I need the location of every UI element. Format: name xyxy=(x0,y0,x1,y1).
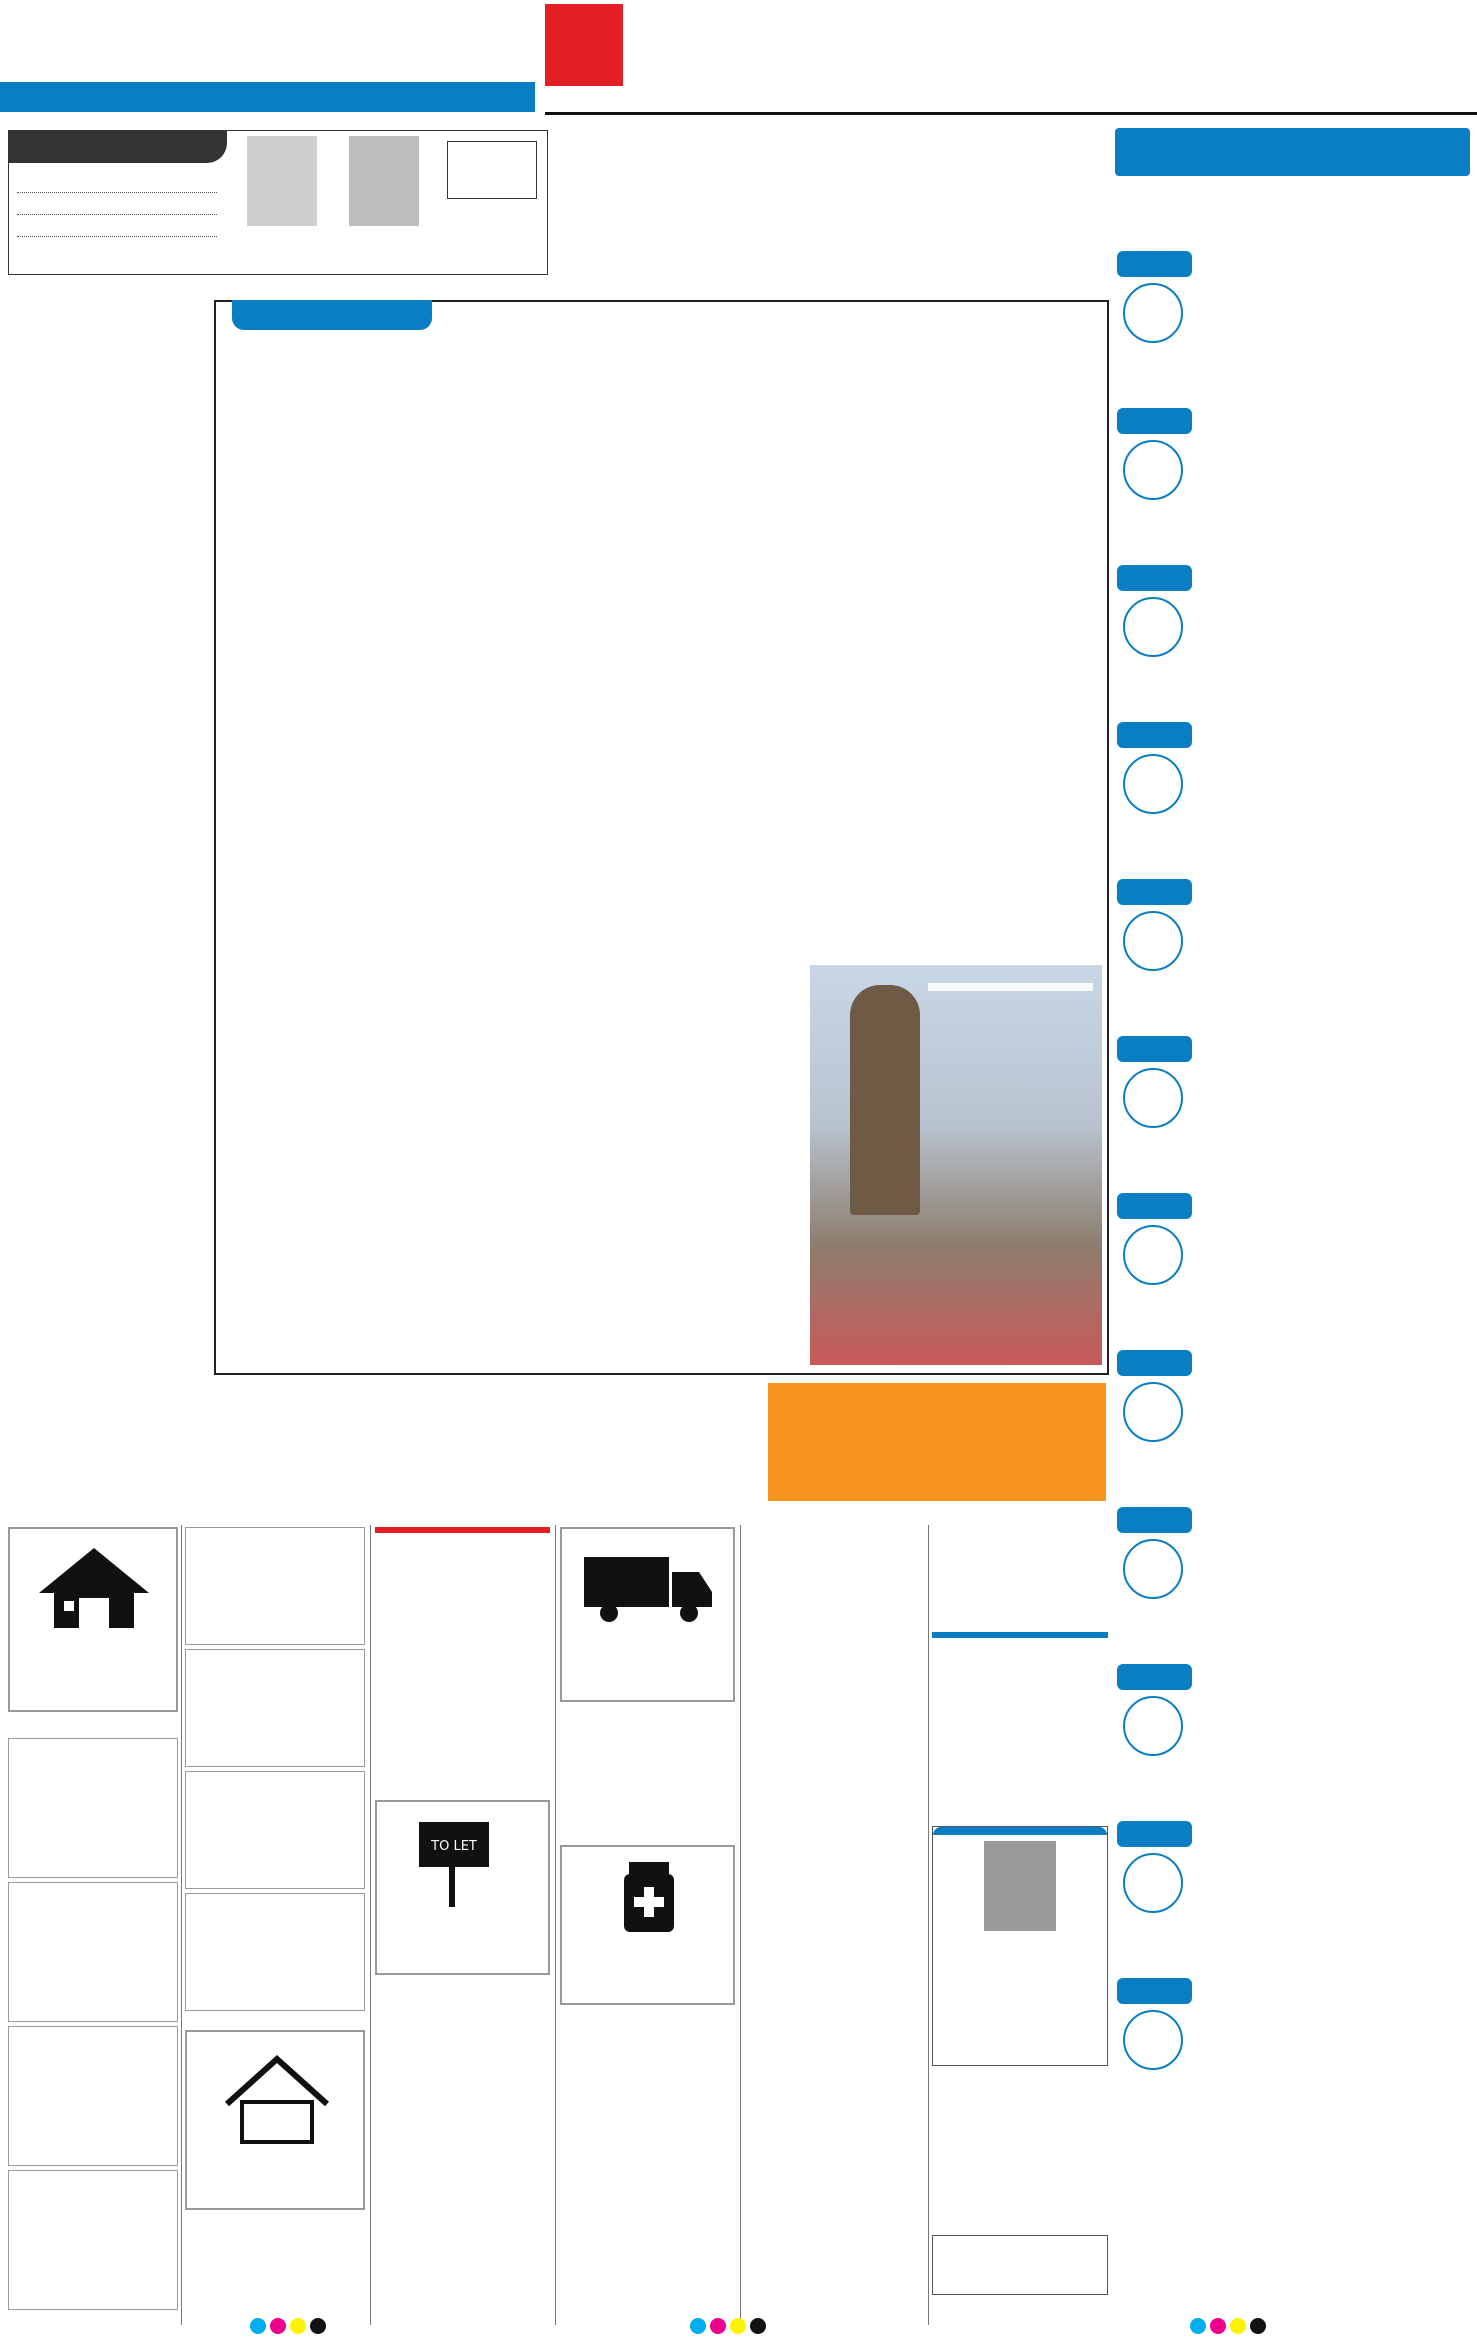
affidavit-header xyxy=(932,1632,1108,1638)
classified-ad xyxy=(185,1527,365,1645)
email-box xyxy=(932,2235,1108,2295)
rashi-text xyxy=(1199,223,1469,371)
reg-mark xyxy=(1250,2318,1266,2334)
reader-notice xyxy=(932,2072,1108,2222)
rashi-sign-label xyxy=(1117,1664,1192,1690)
print-marks-left xyxy=(250,2318,330,2338)
packers-tile xyxy=(560,1527,735,1702)
front-cont-col1 xyxy=(228,338,528,1368)
rashi-item xyxy=(1115,1793,1470,1943)
rashi-sign-label xyxy=(1117,408,1192,434)
zodiac-icon xyxy=(1123,597,1183,657)
rashi-item xyxy=(1115,1008,1470,1158)
reg-mark xyxy=(1230,2318,1246,2334)
rashi-text xyxy=(1199,1793,1469,1941)
rashi-item xyxy=(1115,1479,1470,1629)
rashi-item xyxy=(1115,1165,1470,1315)
general-sale-header xyxy=(375,1527,550,1533)
zodiac-icon xyxy=(1123,1853,1183,1913)
eclipse-col2 xyxy=(796,164,1026,304)
medicine-icon xyxy=(604,1857,694,1937)
section-name xyxy=(1270,10,1284,68)
rashi-text xyxy=(1199,1322,1469,1470)
masthead xyxy=(0,0,1477,135)
kid-photo-1 xyxy=(247,136,317,226)
rashi-sign-label xyxy=(1117,1036,1192,1062)
reg-mark xyxy=(690,2318,706,2334)
winter-massage-ad xyxy=(932,1527,1108,1627)
rashi-sign-label xyxy=(1117,1978,1192,2004)
reg-mark xyxy=(710,2318,726,2334)
col4-text-1 xyxy=(810,308,1100,598)
rashi-item xyxy=(1115,851,1470,1001)
rashi-item xyxy=(1115,1636,1470,1786)
rashi-text xyxy=(1199,1008,1469,1156)
general-ad-2 xyxy=(375,1695,550,1795)
general-ad-3 xyxy=(375,1980,550,2250)
statue-caption xyxy=(928,983,1093,991)
zodiac-icon xyxy=(1123,440,1183,500)
ads-column-5 xyxy=(745,1527,925,2322)
birthday-fields xyxy=(17,171,217,237)
zodiac-icon xyxy=(1123,283,1183,343)
classified-ad xyxy=(8,1882,178,2022)
rashi-text xyxy=(1199,1165,1469,1313)
classified-ad xyxy=(8,1738,178,1878)
rashi-item xyxy=(1115,694,1470,844)
rashi-text xyxy=(1199,1950,1469,2098)
classified-ad xyxy=(8,2026,178,2166)
rashi-text xyxy=(1199,1479,1469,1627)
reg-mark xyxy=(730,2318,746,2334)
rashi-sign-label xyxy=(1117,1507,1192,1533)
divider xyxy=(370,1525,371,2325)
divider xyxy=(740,1525,741,2325)
rashi-sign-label xyxy=(1117,565,1192,591)
general-ad-1 xyxy=(375,1580,550,1690)
mid-text-1 xyxy=(538,308,800,768)
photo-note-box xyxy=(447,141,537,199)
front-cont-col2 xyxy=(538,308,800,1368)
rashi-sign-label xyxy=(1117,879,1192,905)
to-let-tile xyxy=(375,1800,550,1975)
classifieds-banner xyxy=(8,1383,1108,1508)
accident-story xyxy=(8,285,208,1370)
front-cont-banner xyxy=(232,300,432,330)
rashi-text xyxy=(1199,694,1469,842)
birthday-form-title xyxy=(9,131,227,163)
svg-text:TO LET: TO LET xyxy=(431,1839,477,1854)
accident-body xyxy=(8,307,208,1197)
reg-mark xyxy=(1210,2318,1226,2334)
everyday-box xyxy=(768,1383,1106,1501)
mid-text-2 xyxy=(538,778,800,1158)
fact-box xyxy=(545,4,623,86)
rashifal-header xyxy=(1115,128,1470,176)
rashi-sign-label xyxy=(1117,1193,1192,1219)
rashi-sign-label xyxy=(1117,1821,1192,1847)
print-marks-mid xyxy=(690,2318,770,2338)
zodiac-icon xyxy=(1123,1382,1183,1442)
affidavit-ad xyxy=(932,1662,1108,1822)
rashi-sign-label xyxy=(1117,1350,1192,1376)
rashi-text xyxy=(1199,537,1469,685)
reg-mark xyxy=(310,2318,326,2334)
divider xyxy=(928,1525,929,2325)
rashi-sign-label xyxy=(1117,722,1192,748)
rashi-item xyxy=(1115,1322,1470,1472)
rashi-sign-label xyxy=(1117,251,1192,277)
dateline-bar xyxy=(0,82,535,112)
zodiac-icon xyxy=(1123,911,1183,971)
zodiac-icon xyxy=(1123,1696,1183,1756)
construction-tile xyxy=(185,2030,365,2210)
rashi-text xyxy=(1199,1636,1469,1784)
statue-shape xyxy=(850,985,920,1215)
healthcare-tile xyxy=(560,1845,735,2005)
rashi-item xyxy=(1115,223,1470,373)
divider xyxy=(181,1525,182,2325)
construction-ad xyxy=(185,2215,365,2323)
front-cont-col3 xyxy=(810,308,1100,968)
masthead-rule xyxy=(545,112,1477,115)
real-estate-tile xyxy=(8,1527,178,1712)
kid-photo-2 xyxy=(349,136,419,226)
phone-text xyxy=(228,344,528,764)
packers-ad xyxy=(560,1710,735,1840)
rashi-item xyxy=(1115,380,1470,530)
construction-icon xyxy=(217,2044,337,2144)
birthday-form xyxy=(8,130,548,275)
ads-column-2 xyxy=(185,1527,365,2022)
reg-mark xyxy=(270,2318,286,2334)
reg-mark xyxy=(1190,2318,1206,2334)
classified-ad xyxy=(185,1893,365,2011)
birthday-ad-photo xyxy=(984,1841,1056,1931)
classified-ad xyxy=(185,1649,365,1767)
classified-ad xyxy=(185,1771,365,1889)
reg-mark xyxy=(290,2318,306,2334)
rashifal xyxy=(1115,118,1477,2318)
house-icon xyxy=(34,1543,154,1633)
zodiac-icon xyxy=(1123,1539,1183,1599)
eclipse-headline xyxy=(560,118,1110,124)
rashi-text xyxy=(1199,380,1469,528)
ads-column-1 xyxy=(8,1738,178,2323)
zodiac-icon xyxy=(1123,2010,1183,2070)
birthday-ad-title xyxy=(933,1827,1107,1835)
print-marks-right xyxy=(1190,2318,1270,2338)
reg-mark xyxy=(250,2318,266,2334)
reg-mark xyxy=(750,2318,766,2334)
to-let-sign-icon xyxy=(409,1812,519,1912)
zodiac-icon xyxy=(1123,1068,1183,1128)
eclipse-col1 xyxy=(560,164,785,304)
classified-ad xyxy=(8,2170,178,2310)
birthday-ad xyxy=(932,1826,1108,2066)
zodiac-icon xyxy=(1123,754,1183,814)
ads-column-4 xyxy=(560,2012,735,2322)
statue-photo xyxy=(810,965,1102,1365)
zodiac-icon xyxy=(1123,1225,1183,1285)
eclipse-story xyxy=(560,118,1110,308)
divider xyxy=(555,1525,556,2325)
rashi-item xyxy=(1115,537,1470,687)
rashi-item xyxy=(1115,1950,1470,2100)
rashi-text xyxy=(1199,851,1469,999)
truck-icon xyxy=(584,1547,714,1627)
